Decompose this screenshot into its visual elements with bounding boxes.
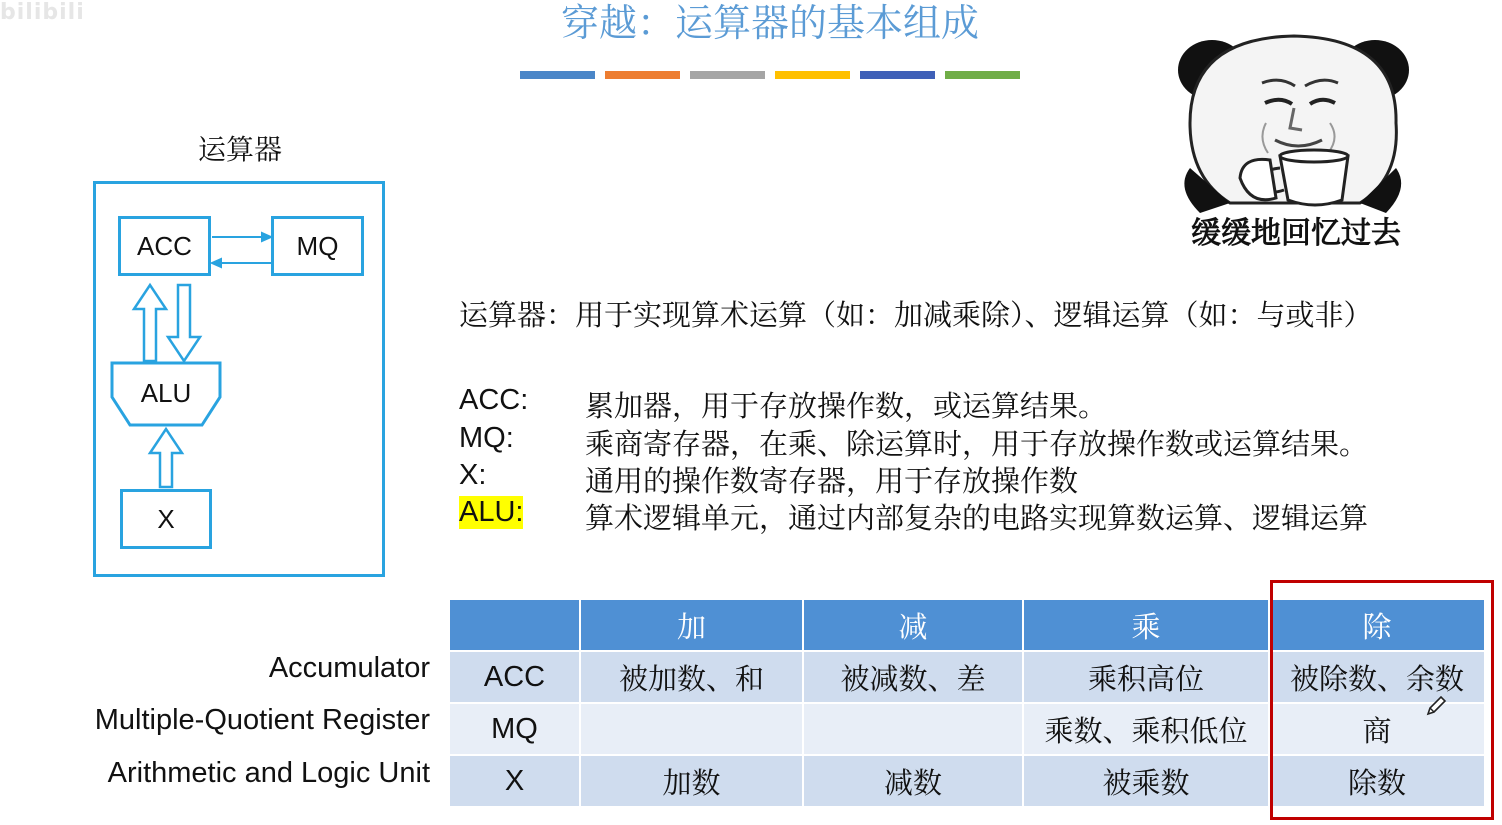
table-cell: 被减数、差 [803,651,1023,703]
alu-block-label: ALU [140,378,192,408]
definition-value: 乘商寄存器，在乘、除运算时，用于存放操作数或运算结果。 [585,427,1369,461]
table-header-cell [449,599,580,651]
diagram-title: 运算器 [197,133,282,166]
definition-value: 累加器，用于存放操作数，或运算结果。 [585,389,1108,423]
table-cell: ACC [449,651,580,703]
table-header-cell: 加 [580,599,803,651]
x-to-alu-arrow [150,429,182,487]
title-underline [520,71,1020,79]
table-cell: 被加数、和 [580,651,803,703]
acc-to-alu-arrow [168,285,200,361]
table-cell: 乘积高位 [1023,651,1269,703]
mq-to-acc-arrow [212,259,271,267]
division-column-highlight [1270,580,1494,820]
table-cell: 被乘数 [1023,755,1269,807]
table-header-cell: 除 [1269,599,1485,651]
table-cell: 加数 [580,755,803,807]
table-cell: 减数 [803,755,1023,807]
underline-segment-5 [860,71,935,79]
definition-value: 算术逻辑单元，通过内部复杂的电路实现算数运算、逻辑运算 [585,501,1369,535]
table-cell: 被除数、余数 [1269,651,1485,703]
acc-to-mq-arrow [212,233,271,241]
table-cell: 商 [1269,703,1485,755]
underline-segment-3 [690,71,765,79]
diagram-connectors [100,225,380,495]
slide-title: 穿越：运算器的基本组成 [560,1,979,45]
row-label-accumulator: Accumulator [268,652,430,684]
definition-key: MQ: [459,422,514,454]
definition-value: 通用的操作数寄存器，用于存放操作数 [585,464,1079,498]
underline-segment-6 [945,71,1020,79]
table-cell [803,703,1023,755]
x-register [120,489,212,549]
definition-key-highlighted: ALU: [459,496,524,528]
table-header-cell: 乘 [1023,599,1269,651]
x-register-label: X [157,503,175,534]
mq-register-label: MQ [296,230,339,261]
table-header-cell: 减 [803,599,1023,651]
row-label-mq-register: Multiple-Quotient Register [94,704,430,736]
underline-segment-4 [775,71,850,79]
alu-description: 运算器：用于实现算术运算（如：加减乘除）、逻辑运算（如：与或非） [459,298,1373,332]
definition-key: X: [459,459,487,491]
table-cell: X [449,755,580,807]
table-cell: MQ [449,703,580,755]
row-label-alu: Arithmetic and Logic Unit [107,757,430,789]
alu-to-acc-arrow [134,285,166,361]
underline-segment-2 [605,71,680,79]
definition-key: ACC: [459,384,529,416]
acc-register-label: ACC [137,230,192,261]
underline-segment-1 [520,71,595,79]
table-cell [580,703,803,755]
meme-caption: 缓缓地回忆过去 [1191,216,1401,251]
pen-cursor-icon [1424,694,1448,718]
table-cell: 乘数、乘积低位 [1023,703,1269,755]
table-cell: 除数 [1269,755,1485,807]
watermark: bilibili [0,0,85,25]
